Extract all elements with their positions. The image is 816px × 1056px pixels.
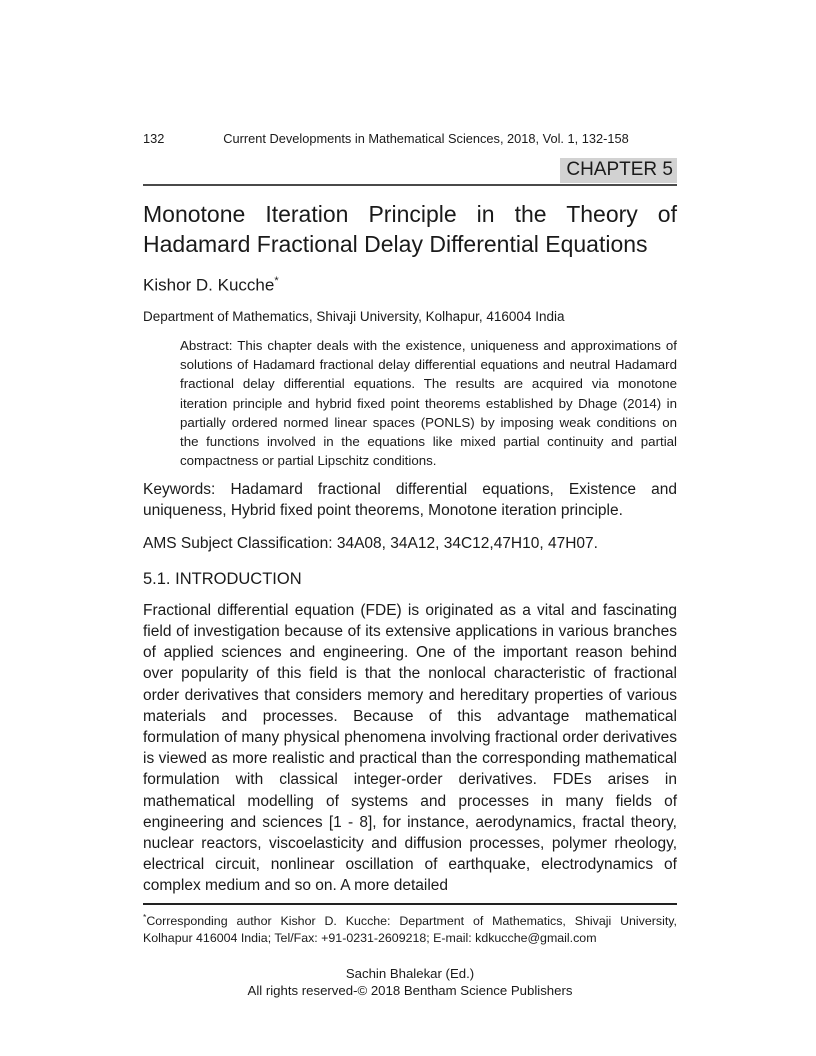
- rights-line: All rights reserved-© 2018 Bentham Science Publishers: [247, 982, 573, 998]
- running-title: Current Developments in Mathematical Sciences, 2018, Vol. 1, 132-158: [223, 131, 629, 146]
- page-number: 132: [143, 131, 165, 146]
- footnote: [143, 903, 677, 947]
- chapter-title-line: Hadamard Fractional Delay Differential Equations: [143, 231, 648, 257]
- section-number: 5.1.: [143, 569, 171, 588]
- chapter-row: [143, 158, 677, 183]
- abstract: [180, 336, 677, 471]
- chapter-title: [143, 199, 677, 259]
- editor-line: Sachin Bhalekar (Ed.): [345, 966, 475, 982]
- author-line: [143, 271, 677, 296]
- ams-text: 34A08, 34A12, 34C12,47H10, 47H07.: [336, 534, 598, 552]
- chapter-title-line: Monotone Iteration Principle in the Theory of: [143, 201, 677, 227]
- ams-classification: [143, 533, 677, 554]
- abstract-text: This chapter deals with the existence, uniqueness and approximations of solutions of Hadamard fractional delay differential equations and neutral Hadamard fractional delay differential equations. The results are acquired via monotone iteration principle and hybrid fixed point theorems established by Dhage (2014) in partially ordered normed linear spaces (PONLS) by imposing weak conditions on the functions involved in the equations like mixed partial continuity and partial compactness or partial Lipschitz conditions.: [180, 337, 677, 469]
- abstract-label: Abstract:: [180, 337, 233, 353]
- page-header: [143, 0, 677, 146]
- section-title: INTRODUCTION: [175, 569, 302, 588]
- footnote-marker: *: [143, 911, 147, 922]
- keywords: [143, 479, 677, 521]
- footnote-text: Corresponding author Kishor D. Kucche: Department of Mathematics, Shivaji University, Kolhapur 416004 India; Tel/Fax: +91-0231-2609218; E-mail: kdkucche@gmail.com: [143, 913, 677, 945]
- intro-paragraph: Fractional differential equation (FDE) is originated as a vital and fascinating field of investigation because of its extensive applications in various branches of applied sciences and engineering. One of the important reason behind over popularity of this field is that the nonlocal characteristic of fractional order derivatives that considers memory and hereditary properties of various materials and processes. Because of this advantage mathematical formulation of many physical phenomena involving fractional order derivatives is viewed as more realistic and practical than the corresponding mathematical formulation with classical integer-order derivatives. FDEs arises in mathematical modelling of systems and processes in many fields of engineering and sciences [1 - 8], for instance, aerodynamics, fractal theory, nuclear reactors, viscoelasticity and diffusion processes, polymer rheology, electrical circuit, nonlinear oscillation of earthquake, electrodynamics of complex medium and so on. A more detailed: [143, 601, 677, 895]
- chapter-badge: CHAPTER 5: [560, 158, 677, 183]
- header-rule: [143, 184, 677, 186]
- section-heading: [143, 569, 677, 589]
- keywords-text: Hadamard fractional differential equations, Existence and uniqueness, Hybrid fixed point theorems, Monotone iteration principle.: [143, 480, 677, 519]
- author-name: Kishor D. Kucche: [143, 275, 275, 295]
- keywords-label: Keywords:: [143, 480, 216, 498]
- imprint: [143, 966, 677, 999]
- page-content: [143, 0, 677, 999]
- author-asterisk: *: [274, 275, 279, 287]
- affiliation: Department of Mathematics, Shivaji University, Kolhapur, 416004 India: [143, 308, 565, 324]
- ams-label: AMS Subject Classification:: [143, 534, 333, 552]
